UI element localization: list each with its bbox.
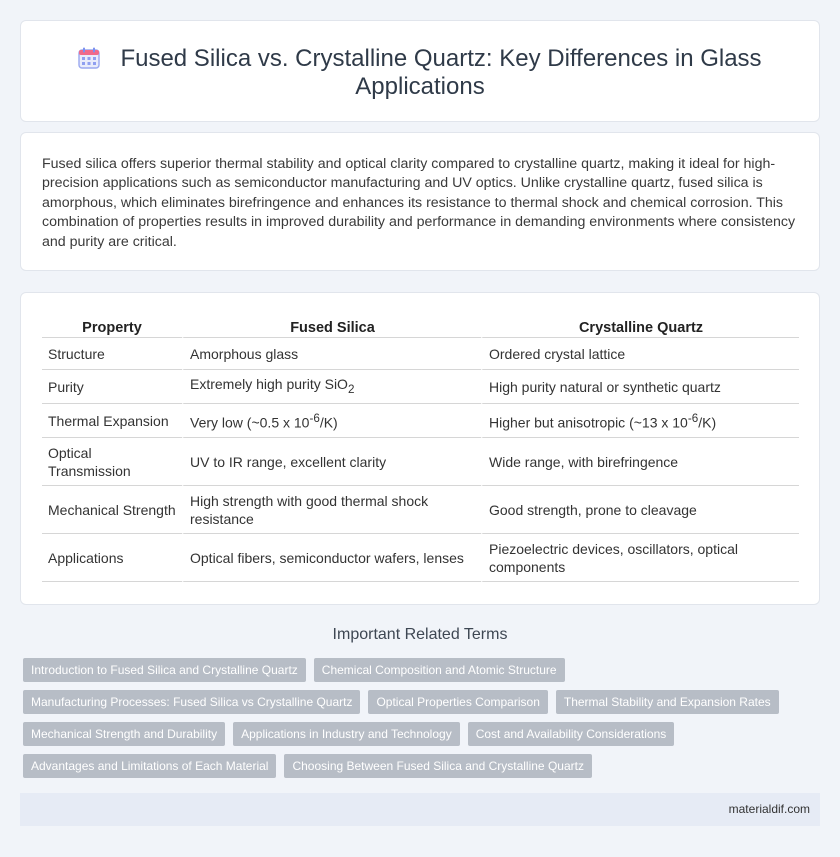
cell-crystalline-quartz: Wide range, with birefringence — [481, 438, 799, 486]
related-terms-heading: Important Related Terms — [332, 626, 508, 643]
comparison-table — [42, 317, 799, 582]
cell-fused-silica: Optical fibers, semiconductor wafers, lenses — [182, 534, 481, 582]
table-row — [42, 486, 799, 534]
cell-crystalline-quartz: High purity natural or synthetic quartz — [481, 370, 799, 404]
related-term-tag[interactable]: Chemical Composition and Atomic Structure — [314, 658, 565, 682]
cell-fused-silica: UV to IR range, excellent clarity — [182, 438, 481, 486]
table-row — [42, 338, 799, 370]
intro-paragraph: Fused silica offers superior thermal stability and optical clarity compared to crystalline quartz, making it ideal for high-precision applications such as semiconductor manufacturing and UV optics. Unlike crystalline quartz, fused silica is amorphous, which eliminates birefringence and enhances its resistance to thermal shock and chemical corrosion. This combination of properties results in improved durability and performance in demanding environments where consistency and purity are critical. — [42, 156, 796, 250]
cell-crystalline-quartz: Ordered crystal lattice — [481, 338, 799, 370]
expansion-exponent: -6 — [687, 411, 699, 425]
header-crystalline-quartz: Crystalline Quartz — [481, 317, 799, 338]
comparison-card — [20, 292, 820, 605]
expansion-text-pre: Very low (~0.5 x 10 — [190, 414, 310, 431]
table-header-row — [42, 317, 799, 338]
related-term-tag[interactable]: Choosing Between Fused Silica and Crystalline Quartz — [284, 754, 591, 778]
calendar-icon — [78, 47, 100, 69]
expansion-text-post: /K) — [319, 414, 338, 431]
cell-property: Structure — [42, 338, 182, 370]
title-card — [20, 20, 820, 122]
cell-property: Purity — [42, 370, 182, 404]
footer — [20, 793, 820, 826]
table-row — [42, 534, 799, 582]
related-term-tag[interactable]: Applications in Industry and Technology — [233, 722, 460, 746]
table-row — [42, 438, 799, 486]
table-row — [42, 404, 799, 438]
page-title: Fused Silica vs. Crystalline Quartz: Key Differences in Glass Applications — [120, 45, 762, 100]
related-terms-list — [23, 658, 803, 786]
expansion-exponent: -6 — [309, 411, 320, 425]
cell-property: Optical Transmission — [42, 438, 182, 486]
expansion-text-pre: Higher but anisotropic (~13 x 10 — [489, 414, 688, 431]
related-term-tag[interactable]: Optical Properties Comparison — [368, 690, 547, 714]
cell-fused-silica — [182, 370, 481, 404]
footer-site-link[interactable]: materialdif.com — [728, 802, 810, 816]
cell-crystalline-quartz — [481, 404, 799, 438]
related-term-tag[interactable]: Advantages and Limitations of Each Material — [23, 754, 276, 778]
intro-card — [20, 132, 820, 271]
cell-property: Mechanical Strength — [42, 486, 182, 534]
cell-fused-silica — [182, 404, 481, 438]
purity-text: Extremely high purity SiO — [190, 375, 348, 392]
purity-subscript: 2 — [347, 382, 355, 396]
related-term-tag[interactable]: Manufacturing Processes: Fused Silica vs Crystalline Quartz — [23, 690, 360, 714]
related-term-tag[interactable]: Introduction to Fused Silica and Crystalline Quartz — [23, 658, 306, 682]
related-term-tag[interactable]: Thermal Stability and Expansion Rates — [556, 690, 779, 714]
related-term-tag[interactable]: Mechanical Strength and Durability — [23, 722, 225, 746]
cell-property: Thermal Expansion — [42, 404, 182, 438]
cell-fused-silica: High strength with good thermal shock resistance — [182, 486, 481, 534]
table-row — [42, 370, 799, 404]
page-title-wrap — [21, 45, 819, 101]
cell-crystalline-quartz: Piezoelectric devices, oscillators, optical components — [481, 534, 799, 582]
related-term-tag[interactable]: Cost and Availability Considerations — [468, 722, 675, 746]
cell-crystalline-quartz: Good strength, prone to cleavage — [481, 486, 799, 534]
cell-fused-silica: Amorphous glass — [182, 338, 481, 370]
cell-property: Applications — [42, 534, 182, 582]
header-fused-silica: Fused Silica — [182, 317, 481, 338]
header-property: Property — [42, 317, 182, 338]
expansion-text-post: /K) — [698, 414, 717, 431]
